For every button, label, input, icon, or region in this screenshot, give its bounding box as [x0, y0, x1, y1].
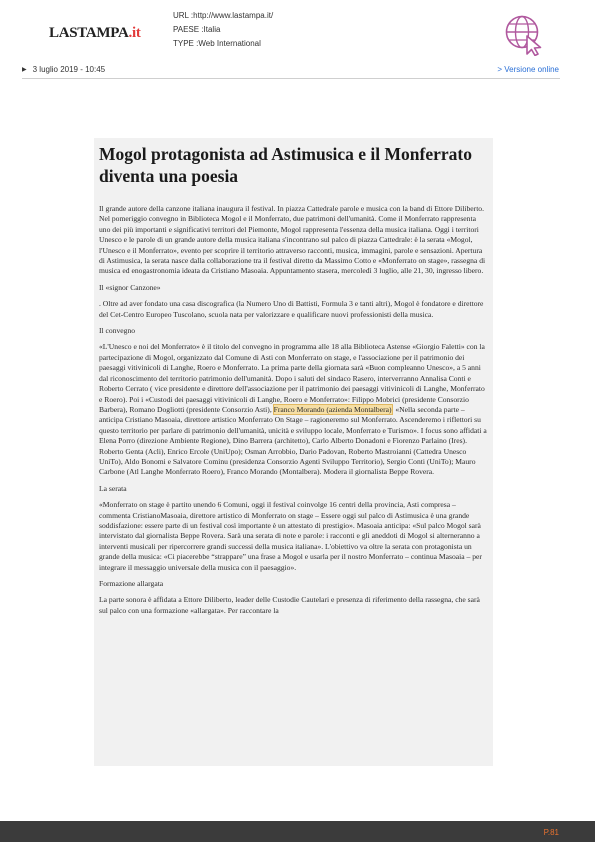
article-title: Mogol protagonista ad Astimusica e il Monferrato diventa una poesia: [99, 144, 472, 186]
subheading-convegno: Il convegno: [99, 326, 136, 336]
paragraph-formazione: La parte sonora è affidata a Ettore Diliberto, leader delle Custodie Cautelari e presenza di riferimento della rassegna, che sarà sul palco con una formazione «allargata». Per raccontare la: [99, 595, 480, 615]
play-triangle-icon: ▶: [22, 67, 27, 73]
page-footer: [0, 821, 595, 842]
cursor-click-icon: [502, 12, 546, 56]
paragraph-convegno-part-a: «L'Unesco e noi del Monferrato» è il titolo del convegno in programma alle 18 alla Biblioteca Astense «Giorgio Faletti» con la partecipazione di Mogol, organizzato dal Comune di Asti con Monferrato on stage, e l'associazione per il patrimonio dei paesaggi vitivinicoli di Langhe, Roero e Monferrato. La prima parte della giornata sarà «Buon compleanno Unesco», a 5 anni dal riconoscimento del territorio patrimonio dell'umanità. Dopo i saluti del sindaco Rasero, interverranno Annalisa Conti e Roberto Cerrato ( vice presidente e direttore dell'associazione per il patrimonio dei paesaggi vitivinicoli di Langhe, Monferrato e Roero). Poi i «Custodi dei paesaggi vitivinicoli di Langhe, Roero e Monferrato»: Filippo Mobrici (presidente Consorzio Barbera), Romano Dogliotti (presidente Consorzio Asti),: [99, 342, 485, 414]
subheading-formazione: Formazione allargata: [99, 579, 164, 588]
date-text: 3 luglio 2019 - 10:45: [32, 65, 106, 74]
clipping-header: [0, 0, 595, 62]
paragraph-intro: Il grande autore della canzone italiana inaugura il festival. In piazza Cattedrale parole e musica con la band di Ettore Diliberto. Nel pomeriggio convegno in Biblioteca Mogol e il Monferrato, due patrimoni dell'umanità. Come il Monferrato rappresenta uno dei più importanti e significativi territori del Piemonte, Mogol rappresenta l'essenza della musica italiana. Oggi i territori Unesco e le parole di un grande autore della musica italiana s'incontrano sul palco di piazza Cattedrale: è la serata «Mogol, l'Unesco e il Monferrato», evento per scoprire il territorio attraverso racconti, musica, immagini, parole e sensazioni. Apertura di Astimusica, la serata nasce dalla collaborazione tra il festival diretto da Massimo Cotto e «Monferrato on stage», rassegna di musica ed enogastronomia ideata da Cristiano Masoaia. Appuntamento stasera, mercoledì 3 luglio, alle 21, 30, ingresso libero.: [99, 204, 486, 276]
source-type: TYPE :Web International: [173, 39, 261, 48]
publication-date: [22, 65, 105, 74]
source-url: URL :http://www.lastampa.it/: [173, 11, 274, 20]
header-divider: [22, 78, 560, 79]
paragraph-convegno-part-b: . «Nella seconda parte – anticipa Cristiano Masoaia, direttore artistico Monferrato On Stage – ragioneremo sul Monferrato. Ascenderemo i riflettori su questo territorio per parlare di patrimonio dell'umanità, unicità e sviluppo locale, Monferrato e Turismo». I focus sono affidati a Elena Porro (direzione Ambiente Regione), Dino Barrera (architetto), Carlo Alberto Donadoni e Fiorenzo Parlaino (Ires). Roberto Genta (Acli), Enrico Ercole (UniUpo); Osman Arrobbio, Dario Padovan, Roberto Mastroianni (Cattedra Unesco UniTo), Aldo Bonomi e Salvatore Cominu (presidenza Consorzio Agenti Sviluppo Territorio), Sergio Conti (UniTo); Mauro Carbone (Atl Langhe Monferrato Roero), Franco Morando (Montalbera). Modera il giornalista Beppe Rovera.: [99, 404, 487, 477]
article-text: [99, 204, 488, 616]
source-country: PAESE :Italia: [173, 25, 221, 34]
logo-main-text: LASTAMPA: [49, 25, 129, 41]
logo-tld-text: .it: [128, 25, 141, 41]
article-body: [94, 138, 493, 766]
highlighted-mention: Franco Morando (azienda Montalbera): [273, 404, 392, 414]
paragraph-serata: «Monferrato on stage è partito unendo 6 Comuni, oggi il festival coinvolge 16 centri della provincia, Asti compresa – commenta CristianoMasoaia, direttore artistico di Monferrato on stage – Essere oggi sul palco di Astimusica è una grande soddisfazione: essere parte di un festival così importante è un attestato di prestigio». Masoaia anticipa: «Sul palco Mogol sarà intervistato dal giornalista Beppe Rovera. Sarà una serata di note e parole: i racconti e gli aneddoti di Mogol si alterneranno a interventi musicali per ripercorrere grandi successi della musica italiana». L'obiettivo va oltre la serata con protagonista un grande della musica: «Ci piacerebbe “strappare” una frase a Mogol e usarla per il nostro Monferrato – continua Masoaia – per integrare il messaggio universale della musica con il paesaggio».: [99, 500, 482, 572]
paragraph-convegno: [99, 342, 488, 477]
paragraph-mogol-bio: . Oltre ad aver fondato una casa discografica (la Numero Uno di Battisti, Formula 3 e tanti altri), Mogol è fondatore e direttore del Cet-Centro Europeo Tuscolano, scuola nata per valorizzare e qualificare nuovi professionisti della musica.: [99, 299, 484, 319]
page-number: P.81: [543, 828, 559, 837]
subheading-serata: La serata: [99, 483, 127, 493]
subheading-signor-canzone: Il «signor Canzone»: [99, 282, 161, 292]
newspaper-logo: [49, 25, 141, 42]
source-meta: [173, 9, 273, 51]
online-version-link[interactable]: > Versione online: [497, 65, 559, 74]
